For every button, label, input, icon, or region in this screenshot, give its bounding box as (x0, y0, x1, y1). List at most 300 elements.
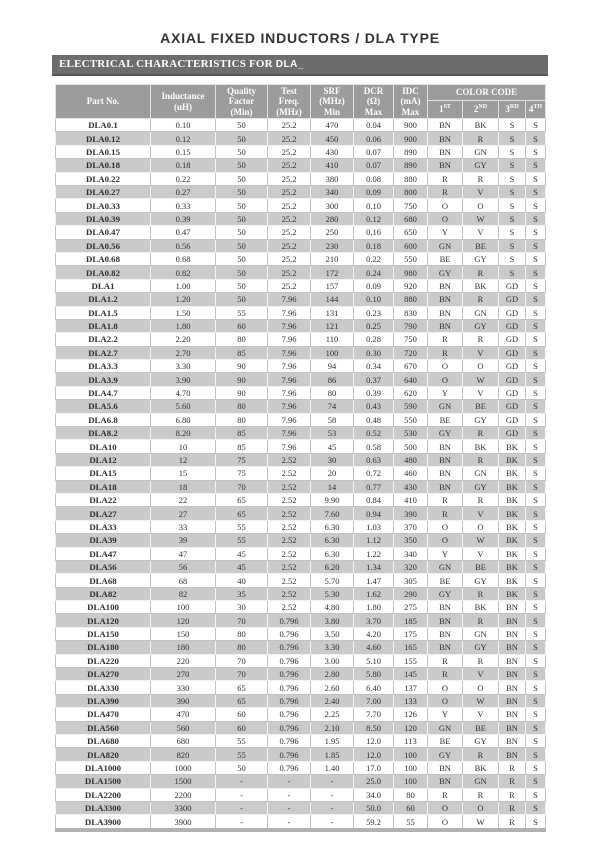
cell-color-2nd: V (463, 507, 499, 520)
cell-test-freq: 0.796 (268, 721, 311, 734)
cell-quality-factor: 70 (216, 654, 268, 667)
cell-idc: 133 (394, 694, 428, 707)
cell-color-2nd: GN (463, 145, 499, 158)
cell-quality-factor: 70 (216, 480, 268, 493)
cell-color-3rd: BK (499, 440, 526, 453)
cell-color-1st: O (428, 360, 463, 373)
cell-part-no: DLA150 (56, 627, 151, 640)
cell-part-no: DLA1 (56, 279, 151, 292)
cell-quality-factor: 90 (216, 360, 268, 373)
cell-srf: 340 (311, 185, 354, 198)
cell-idc: 120 (394, 721, 428, 734)
cell-srf: 300 (311, 199, 354, 212)
cell-dcr: 3.70 (354, 614, 394, 627)
table-row (56, 587, 546, 600)
cell-color-1st: O (428, 534, 463, 547)
cell-test-freq: 25.2 (268, 199, 311, 212)
cell-test-freq: 25.2 (268, 239, 311, 252)
table-row (56, 547, 546, 560)
cell-quality-factor: 50 (216, 279, 268, 292)
cell-dcr: 0.18 (354, 239, 394, 252)
cell-color-4th: S (526, 761, 546, 774)
cell-dcr: 0.10 (354, 199, 394, 212)
table-row (56, 815, 546, 830)
cell-color-4th: S (526, 346, 546, 359)
cell-quality-factor: - (216, 801, 268, 814)
cell-color-4th: S (526, 373, 546, 386)
cell-part-no: DLA4.7 (56, 386, 151, 399)
cell-inductance: 0.39 (151, 212, 216, 225)
cell-inductance: 33 (151, 520, 216, 533)
cell-color-1st: BN (428, 453, 463, 466)
cell-color-4th: S (526, 306, 546, 319)
cell-quality-factor: 45 (216, 560, 268, 573)
cell-srf: 9.90 (311, 493, 354, 506)
cell-part-no: DLA0.27 (56, 185, 151, 198)
cell-color-4th: S (526, 627, 546, 640)
cell-dcr: 0.04 (354, 119, 394, 132)
cell-quality-factor: 50 (216, 172, 268, 185)
table-row (56, 654, 546, 667)
cell-inductance: 100 (151, 601, 216, 614)
cell-color-1st: BE (428, 252, 463, 265)
cell-test-freq: 0.796 (268, 654, 311, 667)
cell-color-4th: S (526, 694, 546, 707)
table-row (56, 386, 546, 399)
cell-part-no: DLA82 (56, 587, 151, 600)
cell-srf: 14 (311, 480, 354, 493)
cell-idc: 750 (394, 199, 428, 212)
cell-idc: 350 (394, 534, 428, 547)
cell-quality-factor: 85 (216, 346, 268, 359)
cell-color-4th: S (526, 775, 546, 788)
cell-dcr: 0.37 (354, 373, 394, 386)
cell-color-4th: S (526, 413, 546, 426)
cell-inductance: 1.00 (151, 279, 216, 292)
cell-part-no: DLA390 (56, 694, 151, 707)
cell-color-4th: S (526, 641, 546, 654)
cell-color-4th: S (526, 427, 546, 440)
cell-quality-factor: 65 (216, 694, 268, 707)
cell-color-4th: S (526, 319, 546, 332)
cell-inductance: 180 (151, 641, 216, 654)
cell-test-freq: 0.796 (268, 681, 311, 694)
cell-color-2nd: BK (463, 440, 499, 453)
cell-color-2nd: GY (463, 480, 499, 493)
cell-srf: 110 (311, 333, 354, 346)
cell-color-1st: GY (428, 266, 463, 279)
cell-quality-factor: - (216, 815, 268, 830)
table-row (56, 185, 546, 198)
cell-srf: 2.60 (311, 681, 354, 694)
cell-color-2nd: GY (463, 319, 499, 332)
cell-idc: 650 (394, 226, 428, 239)
cell-test-freq: 25.2 (268, 212, 311, 225)
table-row (56, 346, 546, 359)
cell-idc: 113 (394, 735, 428, 748)
table-body (56, 119, 546, 830)
cell-color-3rd: GD (499, 413, 526, 426)
cell-color-2nd: V (463, 346, 499, 359)
cell-color-4th: S (526, 145, 546, 158)
cell-inductance: 0.47 (151, 226, 216, 239)
cell-dcr: 1.62 (354, 587, 394, 600)
cell-srf: 74 (311, 400, 354, 413)
cell-part-no: DLA6.8 (56, 413, 151, 426)
column-header-inductance: Inductance (uH) (151, 85, 216, 119)
cell-dcr: 4.60 (354, 641, 394, 654)
cell-color-1st: R (428, 333, 463, 346)
cell-color-3rd: R (499, 788, 526, 801)
cell-inductance: 820 (151, 748, 216, 761)
cell-test-freq: 25.2 (268, 185, 311, 198)
cell-color-3rd: GD (499, 400, 526, 413)
cell-dcr: 0.07 (354, 145, 394, 158)
table-row (56, 467, 546, 480)
cell-idc: 890 (394, 159, 428, 172)
cell-srf: 6.30 (311, 520, 354, 533)
cell-quality-factor: 50 (216, 119, 268, 132)
cell-color-3rd: S (499, 172, 526, 185)
cell-idc: 290 (394, 587, 428, 600)
cell-quality-factor: 35 (216, 587, 268, 600)
cell-test-freq: 25.2 (268, 145, 311, 158)
cell-dcr: 1.34 (354, 560, 394, 573)
table-row (56, 427, 546, 440)
cell-inductance: 2.20 (151, 333, 216, 346)
cell-quality-factor: 65 (216, 681, 268, 694)
cell-srf: 3.30 (311, 641, 354, 654)
column-header-test_freq: Test Freq. (MHz) (268, 85, 311, 119)
cell-dcr: 34.0 (354, 788, 394, 801)
table-row (56, 788, 546, 801)
cell-srf: 3.50 (311, 627, 354, 640)
cell-color-3rd: BN (499, 721, 526, 734)
cell-srf: 5.30 (311, 587, 354, 600)
cell-color-2nd: R (463, 293, 499, 306)
cell-color-2nd: GN (463, 775, 499, 788)
cell-srf: 210 (311, 252, 354, 265)
cell-test-freq: 2.52 (268, 520, 311, 533)
cell-color-3rd: GD (499, 427, 526, 440)
cell-srf: 3.00 (311, 654, 354, 667)
cell-part-no: DLA0.15 (56, 145, 151, 158)
cell-test-freq: 2.52 (268, 534, 311, 547)
cell-srf: 80 (311, 386, 354, 399)
cell-color-1st: BN (428, 480, 463, 493)
cell-dcr: 0.08 (354, 172, 394, 185)
cell-color-1st: GN (428, 239, 463, 252)
cell-srf: - (311, 801, 354, 814)
cell-color-3rd: BN (499, 641, 526, 654)
cell-color-1st: Y (428, 547, 463, 560)
cell-part-no: DLA3900 (56, 815, 151, 830)
cell-dcr: 0.24 (354, 266, 394, 279)
cell-idc: 305 (394, 574, 428, 587)
cell-inductance: 8.20 (151, 427, 216, 440)
cell-test-freq: 25.2 (268, 252, 311, 265)
cell-srf: - (311, 788, 354, 801)
cell-color-1st: BN (428, 761, 463, 774)
cell-part-no: DLA47 (56, 547, 151, 560)
cell-color-1st: BE (428, 574, 463, 587)
cell-color-2nd: V (463, 386, 499, 399)
cell-dcr: 0.06 (354, 132, 394, 145)
cell-inductance: 0.33 (151, 199, 216, 212)
cell-quality-factor: 55 (216, 306, 268, 319)
electrical-characteristics-table (55, 84, 546, 832)
cell-color-2nd: BK (463, 119, 499, 132)
cell-color-3rd: BN (499, 654, 526, 667)
cell-color-3rd: S (499, 266, 526, 279)
cell-color-1st: BN (428, 775, 463, 788)
cell-idc: 126 (394, 708, 428, 721)
cell-color-3rd: S (499, 159, 526, 172)
cell-inductance: 68 (151, 574, 216, 587)
cell-part-no: DLA0.18 (56, 159, 151, 172)
table-header (56, 85, 546, 119)
cell-part-no: DLA1.5 (56, 306, 151, 319)
cell-idc: 590 (394, 400, 428, 413)
column-header-quality: Quality Factor (Min) (216, 85, 268, 119)
cell-color-4th: S (526, 293, 546, 306)
cell-idc: 185 (394, 614, 428, 627)
cell-inductance: 150 (151, 627, 216, 640)
cell-color-3rd: R (499, 801, 526, 814)
cell-quality-factor: 60 (216, 319, 268, 332)
cell-quality-factor: 70 (216, 668, 268, 681)
cell-color-1st: GY (428, 748, 463, 761)
cell-quality-factor: 75 (216, 453, 268, 466)
cell-idc: 100 (394, 775, 428, 788)
cell-color-1st: BN (428, 119, 463, 132)
cell-color-4th: S (526, 574, 546, 587)
cell-quality-factor: 90 (216, 386, 268, 399)
cell-color-3rd: GD (499, 306, 526, 319)
cell-color-3rd: GD (499, 279, 526, 292)
cell-idc: 670 (394, 360, 428, 373)
page-title: AXIAL FIXED INDUCTORS / DLA TYPE (160, 30, 440, 46)
cell-part-no: DLA1.8 (56, 319, 151, 332)
cell-dcr: 59.2 (354, 815, 394, 830)
table-row (56, 132, 546, 145)
cell-quality-factor: 60 (216, 721, 268, 734)
cell-test-freq: 0.796 (268, 668, 311, 681)
cell-color-2nd: W (463, 373, 499, 386)
cell-part-no: DLA0.56 (56, 239, 151, 252)
cell-srf: 7.60 (311, 507, 354, 520)
table-row (56, 413, 546, 426)
cell-color-2nd: BE (463, 400, 499, 413)
cell-srf: 280 (311, 212, 354, 225)
cell-color-3rd: BN (499, 735, 526, 748)
cell-color-4th: S (526, 386, 546, 399)
table-row (56, 373, 546, 386)
cell-color-2nd: GY (463, 574, 499, 587)
cell-idc: 100 (394, 748, 428, 761)
table-row (56, 507, 546, 520)
cell-part-no: DLA1000 (56, 761, 151, 774)
cell-color-1st: BN (428, 279, 463, 292)
cell-idc: 155 (394, 654, 428, 667)
section-header-series-code: DLA_ (275, 59, 304, 70)
table-row (56, 520, 546, 533)
cell-color-4th: S (526, 467, 546, 480)
cell-srf: 410 (311, 159, 354, 172)
cell-color-4th: S (526, 801, 546, 814)
cell-part-no: DLA33 (56, 520, 151, 533)
cell-srf: 121 (311, 319, 354, 332)
cell-color-3rd: R (499, 815, 526, 830)
cell-color-3rd: BN (499, 668, 526, 681)
cell-color-4th: S (526, 266, 546, 279)
cell-test-freq: 2.52 (268, 467, 311, 480)
cell-color-3rd: BN (499, 694, 526, 707)
cell-dcr: 25.0 (354, 775, 394, 788)
cell-idc: 60 (394, 801, 428, 814)
cell-idc: 137 (394, 681, 428, 694)
table-row (56, 172, 546, 185)
cell-color-2nd: R (463, 453, 499, 466)
cell-quality-factor: 40 (216, 574, 268, 587)
cell-idc: 430 (394, 480, 428, 493)
cell-part-no: DLA3.3 (56, 360, 151, 373)
cell-part-no: DLA0.22 (56, 172, 151, 185)
cell-dcr: 0.25 (354, 319, 394, 332)
cell-color-4th: S (526, 132, 546, 145)
cell-color-4th: S (526, 587, 546, 600)
cell-part-no: DLA0.68 (56, 252, 151, 265)
cell-dcr: 1.80 (354, 601, 394, 614)
cell-quality-factor: 70 (216, 614, 268, 627)
cell-quality-factor: - (216, 788, 268, 801)
cell-part-no: DLA180 (56, 641, 151, 654)
table-row (56, 480, 546, 493)
cell-part-no: DLA22 (56, 493, 151, 506)
cell-color-2nd: R (463, 788, 499, 801)
cell-dcr: 6.40 (354, 681, 394, 694)
cell-test-freq: 2.52 (268, 453, 311, 466)
cell-idc: 720 (394, 346, 428, 359)
table-row (56, 694, 546, 707)
cell-inductance: 0.12 (151, 132, 216, 145)
cell-inductance: 2200 (151, 788, 216, 801)
cell-inductance: 15 (151, 467, 216, 480)
cell-color-2nd: W (463, 534, 499, 547)
cell-test-freq: 7.96 (268, 427, 311, 440)
cell-color-2nd: GN (463, 627, 499, 640)
cell-inductance: 390 (151, 694, 216, 707)
cell-color-3rd: GD (499, 333, 526, 346)
cell-test-freq: 2.52 (268, 601, 311, 614)
cell-srf: - (311, 815, 354, 830)
column-header-dcr: DCR (Ω) Max (354, 85, 394, 119)
cell-idc: 460 (394, 467, 428, 480)
table-row (56, 239, 546, 252)
cell-color-2nd: V (463, 668, 499, 681)
cell-dcr: 0.09 (354, 279, 394, 292)
cell-color-4th: S (526, 601, 546, 614)
cell-quality-factor: 50 (216, 185, 268, 198)
cell-inductance: 56 (151, 560, 216, 573)
cell-idc: 800 (394, 185, 428, 198)
cell-part-no: DLA1.2 (56, 293, 151, 306)
cell-inductance: 1000 (151, 761, 216, 774)
cell-dcr: 1.22 (354, 547, 394, 560)
cell-color-2nd: V (463, 547, 499, 560)
cell-color-3rd: S (499, 145, 526, 158)
table-row (56, 761, 546, 774)
cell-color-3rd: S (499, 185, 526, 198)
cell-dcr: 0.58 (354, 440, 394, 453)
cell-idc: 680 (394, 212, 428, 225)
cell-inductance: 470 (151, 708, 216, 721)
column-header-color-band-3: 3RD (499, 101, 526, 119)
cell-color-4th: S (526, 721, 546, 734)
cell-color-1st: GN (428, 560, 463, 573)
cell-test-freq: 7.96 (268, 306, 311, 319)
cell-color-4th: S (526, 400, 546, 413)
cell-srf: 30 (311, 453, 354, 466)
cell-color-1st: BE (428, 413, 463, 426)
cell-color-3rd: BK (499, 534, 526, 547)
cell-inductance: 10 (151, 440, 216, 453)
cell-inductance: 82 (151, 587, 216, 600)
cell-test-freq: 2.52 (268, 507, 311, 520)
table-row (56, 266, 546, 279)
cell-color-3rd: GD (499, 346, 526, 359)
cell-test-freq: 7.96 (268, 373, 311, 386)
cell-color-2nd: R (463, 266, 499, 279)
cell-srf: 94 (311, 360, 354, 373)
cell-color-4th: S (526, 614, 546, 627)
table-row (56, 319, 546, 332)
cell-part-no: DLA0.33 (56, 199, 151, 212)
cell-part-no: DLA0.12 (56, 132, 151, 145)
table-row (56, 159, 546, 172)
cell-dcr: 0.48 (354, 413, 394, 426)
cell-color-2nd: BK (463, 279, 499, 292)
cell-color-1st: BN (428, 293, 463, 306)
cell-color-1st: R (428, 654, 463, 667)
cell-part-no: DLA15 (56, 467, 151, 480)
cell-part-no: DLA12 (56, 453, 151, 466)
cell-color-2nd: O (463, 801, 499, 814)
cell-color-3rd: BK (499, 560, 526, 573)
cell-color-1st: O (428, 520, 463, 533)
cell-test-freq: 25.2 (268, 119, 311, 132)
cell-quality-factor: 50 (216, 239, 268, 252)
cell-dcr: 1.47 (354, 574, 394, 587)
cell-part-no: DLA0.82 (56, 266, 151, 279)
cell-color-3rd: S (499, 212, 526, 225)
cell-dcr: 0.94 (354, 507, 394, 520)
cell-test-freq: 25.2 (268, 226, 311, 239)
cell-srf: 2.80 (311, 668, 354, 681)
cell-color-1st: O (428, 373, 463, 386)
cell-color-4th: S (526, 708, 546, 721)
cell-dcr: 1.12 (354, 534, 394, 547)
cell-color-4th: S (526, 815, 546, 830)
cell-dcr: 0.23 (354, 306, 394, 319)
cell-color-3rd: R (499, 761, 526, 774)
table-row (56, 440, 546, 453)
cell-srf: 3.80 (311, 614, 354, 627)
cell-inductance: 0.22 (151, 172, 216, 185)
cell-quality-factor: 85 (216, 440, 268, 453)
cell-srf: 144 (311, 293, 354, 306)
cell-test-freq: 0.796 (268, 761, 311, 774)
